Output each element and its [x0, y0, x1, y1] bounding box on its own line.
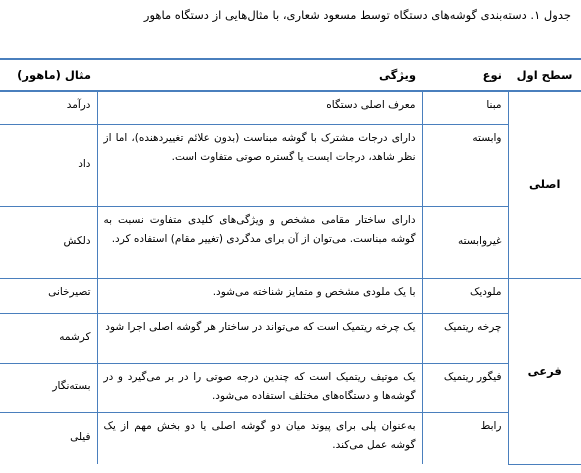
feature-cell: یک موتیف ریتمیک است که چندین درجه صوتی را در بر می‌گیرد و در گوشه‌ها و دستگاه‌های مختلف استفاده می‌شود.: [97, 363, 422, 412]
table-row: [0, 412, 581, 464]
level-cell-sub: فرعی: [508, 278, 581, 464]
example-cell: تصیرخانی: [0, 278, 97, 313]
table-row: [0, 278, 581, 313]
example-cell: داد: [0, 124, 97, 206]
feature-cell: یک چرخه ریتمیک است که می‌تواند در ساختار هر گوشه اصلی اجرا شود: [97, 313, 422, 363]
type-cell: رابط: [422, 412, 508, 464]
type-cell: مبنا: [422, 91, 508, 124]
header-row: [0, 59, 581, 91]
header-level: سطح اول: [508, 59, 581, 91]
feature-cell: معرف اصلی دستگاه: [97, 91, 422, 124]
example-cell: فیلی: [70, 430, 91, 443]
type-cell: وابسته: [422, 124, 508, 206]
example-cell: درآمد: [0, 91, 97, 124]
level-cell-main: اصلی: [508, 91, 581, 278]
type-cell: فیگور ریتمیک: [422, 363, 508, 412]
type-cell: غیروابسته: [422, 206, 508, 278]
table-row: [0, 124, 581, 206]
table-row: [0, 91, 581, 124]
type-cell: ملودیک: [422, 278, 508, 313]
feature-cell: با یک ملودی مشخص و متمایز شناخته می‌شود.: [97, 278, 422, 313]
header-type: نوع: [422, 59, 508, 91]
type-cell: چرخه ریتمیک: [422, 313, 508, 363]
feature-cell: دارای ساختار مقامی مشخص و ویژگی‌های کلیدی متفاوت نسبت به گوشه مبناست. می‌توان از آن برای مدگردی (تغییر مقام) استفاده کرد.: [97, 206, 422, 278]
table-caption: جدول ۱. دسته‌بندی گوشه‌های دستگاه توسط مسعود شعاری، با مثال‌هایی از دستگاه ماهور: [143, 8, 571, 22]
table-row: [0, 206, 581, 278]
feature-cell: دارای درجات مشترک با گوشه مبناست (بدون علائم تغییردهنده)، اما از نظر شاهد، درجات ایست یا گستره صوتی متفاوت است.: [97, 124, 422, 206]
table-row: [0, 363, 581, 412]
example-cell: بسته‌نگار: [0, 363, 97, 412]
example-cell: کرشمه: [0, 313, 97, 363]
gusheh-classification-table: [0, 58, 581, 465]
table-row: [0, 313, 581, 363]
header-feature: ویژگی: [97, 59, 422, 91]
feature-cell: به‌عنوان پلی برای پیوند میان دو گوشه اصلی یا دو بخش مهم از یک گوشه عمل می‌کند.: [97, 412, 422, 464]
example-cell: دلکش: [0, 206, 97, 278]
header-example: مثال (ماهور): [0, 59, 97, 91]
